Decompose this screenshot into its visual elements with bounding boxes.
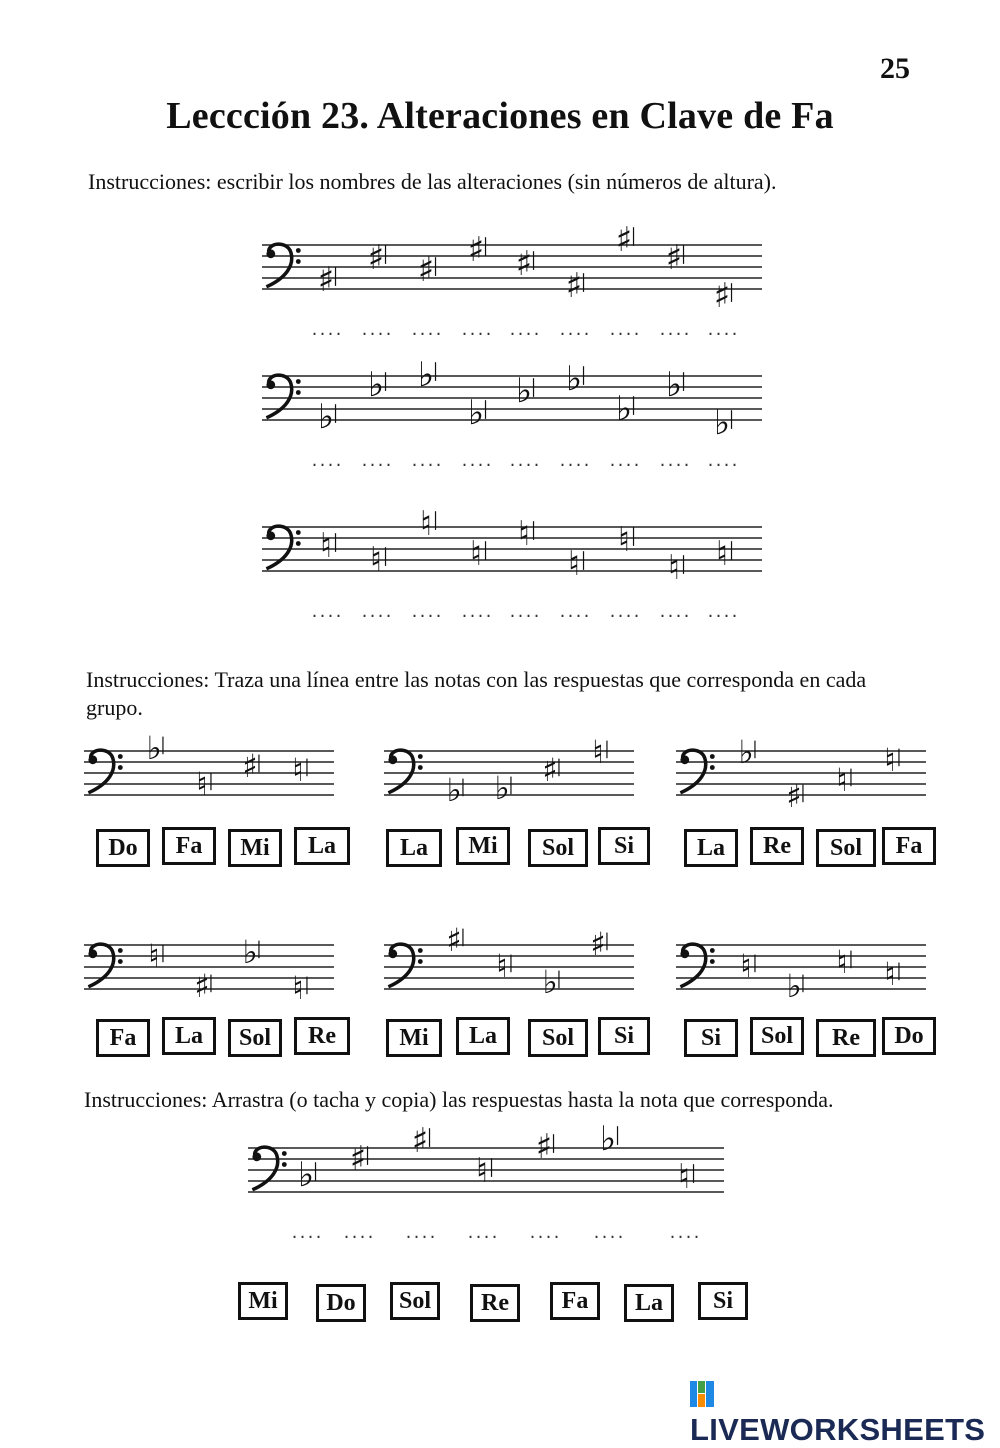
flat-icon: ♭ <box>665 365 683 405</box>
natural-icon: ♮ <box>292 751 304 789</box>
answer-blank[interactable]: .... <box>459 452 493 470</box>
bass-clef-icon <box>680 944 714 987</box>
sharp-icon: ♯ <box>317 260 335 300</box>
answer-blank[interactable]: .... <box>459 603 493 621</box>
sharp-icon: ♯ <box>786 777 802 815</box>
liveworksheets-logo-icon <box>690 1381 714 1407</box>
natural-icon: ♮ <box>292 969 304 1007</box>
answer-blank[interactable]: .... <box>667 1224 701 1242</box>
natural-icon: ♮ <box>319 526 333 566</box>
natural-icon: ♮ <box>740 947 752 985</box>
answer-blank[interactable]: .... <box>403 1224 437 1242</box>
sharp-icon: ♯ <box>467 230 485 270</box>
answer-blank[interactable]: .... <box>309 321 343 339</box>
page-number: 25 <box>880 52 910 85</box>
sharp-icon: ♯ <box>713 276 731 316</box>
natural-icon: ♮ <box>517 514 531 554</box>
natural-icon: ♮ <box>419 504 433 544</box>
flat-icon: ♭ <box>446 771 462 809</box>
answer-blank[interactable]: .... <box>341 1224 375 1242</box>
liveworksheets-watermark <box>690 1376 1000 1448</box>
bass-clef-icon <box>88 750 122 793</box>
bass-clef-icon <box>388 750 422 793</box>
answer-blank[interactable]: .... <box>459 321 493 339</box>
answer-blank[interactable]: .... <box>507 452 541 470</box>
answer-box-fa[interactable]: Fa <box>96 1019 150 1057</box>
answer-blank[interactable]: .... <box>359 321 393 339</box>
sharp-icon: ♯ <box>535 1127 553 1167</box>
natural-icon: ♮ <box>667 548 681 588</box>
drag-answer-sol[interactable]: Sol <box>390 1282 440 1320</box>
natural-icon: ♮ <box>369 540 383 580</box>
bass-clef-icon <box>680 750 714 793</box>
drag-answer-do[interactable]: Do <box>316 1284 366 1322</box>
sharp-icon: ♯ <box>242 747 258 785</box>
flat-icon: ♭ <box>242 933 258 971</box>
answer-box-do[interactable]: Do <box>882 1017 936 1055</box>
answer-blank[interactable]: .... <box>591 1224 625 1242</box>
answer-blank[interactable]: .... <box>705 452 739 470</box>
natural-icon: ♮ <box>836 943 848 981</box>
natural-icon: ♮ <box>148 937 160 975</box>
answer-box-sol[interactable]: Sol <box>528 829 588 867</box>
answer-blank[interactable]: .... <box>557 321 591 339</box>
bass-clef-icon <box>266 526 300 569</box>
answer-blank[interactable]: .... <box>289 1224 323 1242</box>
answer-blank[interactable]: .... <box>465 1224 499 1242</box>
sharp-icon: ♯ <box>565 266 583 306</box>
sharp-icon: ♯ <box>417 250 435 290</box>
natural-icon: ♮ <box>496 947 508 985</box>
answer-box-la[interactable]: La <box>456 1017 510 1055</box>
instruction-2: Instrucciones: Traza una línea entre las notas con las respuestas que corresponda en cada grupo. <box>86 667 867 720</box>
natural-icon: ♮ <box>836 761 848 799</box>
answer-box-fa[interactable]: Fa <box>882 827 936 865</box>
answer-box-la[interactable]: La <box>294 827 350 865</box>
natural-icon: ♮ <box>617 520 631 560</box>
answer-blank[interactable]: .... <box>705 321 739 339</box>
instruction-1: Instrucciones: escribir los nombres de las alteraciones (sin números de altura). <box>88 169 777 194</box>
flat-icon: ♭ <box>713 403 731 443</box>
flat-icon: ♭ <box>317 397 335 437</box>
flat-icon: ♭ <box>146 729 162 767</box>
flat-icon: ♭ <box>565 359 583 399</box>
sharp-icon: ♯ <box>349 1139 367 1179</box>
answer-box-mi[interactable]: Mi <box>386 1019 442 1057</box>
sharp-icon: ♯ <box>665 238 683 278</box>
flat-icon: ♭ <box>542 963 558 1001</box>
flat-icon: ♭ <box>599 1119 617 1159</box>
natural-icon: ♮ <box>469 534 483 574</box>
instruction-3: Instrucciones: Arrastra (o tacha y copia) las respuestas hasta la nota que corresponda. <box>84 1087 834 1112</box>
sharp-icon: ♯ <box>590 925 606 963</box>
answer-box-si[interactable]: Si <box>684 1019 738 1057</box>
answer-blank[interactable]: .... <box>657 452 691 470</box>
natural-icon: ♮ <box>715 534 729 574</box>
answer-blank[interactable]: .... <box>309 452 343 470</box>
answer-blank[interactable]: .... <box>527 1224 561 1242</box>
answer-blank[interactable]: .... <box>409 603 443 621</box>
answer-box-fa[interactable]: Fa <box>162 827 216 865</box>
answer-blank[interactable]: .... <box>607 603 641 621</box>
answer-blank[interactable]: .... <box>409 452 443 470</box>
drag-answer-re[interactable]: Re <box>470 1284 520 1322</box>
bass-clef-icon <box>252 1147 286 1190</box>
drag-answer-la[interactable]: La <box>624 1284 674 1322</box>
drag-answer-fa[interactable]: Fa <box>550 1282 600 1320</box>
answer-blank[interactable]: .... <box>507 321 541 339</box>
answer-box-la[interactable]: La <box>684 829 738 867</box>
page-title: Leccción 23. Alteraciones en Clave de Fa <box>166 95 834 137</box>
flat-icon: ♭ <box>738 733 754 771</box>
answer-box-la[interactable]: La <box>162 1017 216 1055</box>
answer-blank[interactable]: .... <box>309 603 343 621</box>
natural-icon: ♮ <box>592 733 604 771</box>
answer-blank[interactable]: .... <box>557 452 591 470</box>
answer-blank[interactable]: .... <box>359 603 393 621</box>
answer-blank[interactable]: .... <box>705 603 739 621</box>
flat-icon: ♭ <box>615 389 633 429</box>
sharp-icon: ♯ <box>542 751 558 789</box>
answer-box-la[interactable]: La <box>386 829 442 867</box>
natural-icon: ♮ <box>884 741 896 779</box>
sharp-icon: ♯ <box>515 244 533 284</box>
answer-blank[interactable]: .... <box>409 321 443 339</box>
answer-box-re[interactable]: Re <box>750 827 804 865</box>
watermark-text: LIVEWORKSHEETS <box>690 1412 986 1447</box>
drag-answer-mi[interactable]: Mi <box>238 1282 288 1320</box>
natural-icon: ♮ <box>475 1151 489 1191</box>
sharp-icon: ♯ <box>615 220 633 260</box>
flat-icon: ♭ <box>515 371 533 411</box>
natural-icon: ♮ <box>196 765 208 803</box>
natural-icon: ♮ <box>884 955 896 993</box>
bass-clef-icon <box>88 944 122 987</box>
flat-icon: ♭ <box>417 355 435 395</box>
answer-blank[interactable]: .... <box>607 452 641 470</box>
answer-blank[interactable]: .... <box>359 452 393 470</box>
answer-blank[interactable]: .... <box>657 603 691 621</box>
flat-icon: ♭ <box>494 769 510 807</box>
answer-box-si[interactable]: Si <box>598 1017 650 1055</box>
answer-blank[interactable]: .... <box>607 321 641 339</box>
drag-answer-si[interactable]: Si <box>698 1282 748 1320</box>
bass-clef-icon <box>266 375 300 418</box>
exercise-3-staff <box>248 1098 724 1262</box>
answer-box-si[interactable]: Si <box>598 827 650 865</box>
flat-icon: ♭ <box>786 967 802 1005</box>
answer-box-mi[interactable]: Mi <box>228 829 282 867</box>
answer-box-re[interactable]: Re <box>816 1019 876 1057</box>
answer-box-do[interactable]: Do <box>96 829 150 867</box>
sharp-icon: ♯ <box>194 967 210 1005</box>
answer-box-mi[interactable]: Mi <box>456 827 510 865</box>
answer-box-sol[interactable]: Sol <box>750 1017 804 1055</box>
answer-box-sol[interactable]: Sol <box>816 829 876 867</box>
answer-box-sol[interactable]: Sol <box>528 1019 588 1057</box>
flat-icon: ♭ <box>367 365 385 405</box>
answer-blank[interactable]: .... <box>657 321 691 339</box>
answer-box-re[interactable]: Re <box>294 1017 350 1055</box>
bass-clef-icon <box>388 944 422 987</box>
sharp-icon: ♯ <box>446 921 462 959</box>
answer-blank[interactable]: .... <box>557 603 591 621</box>
sharp-icon: ♯ <box>411 1121 429 1161</box>
flat-icon: ♭ <box>467 393 485 433</box>
answer-blank[interactable]: .... <box>507 603 541 621</box>
answer-box-sol[interactable]: Sol <box>228 1019 282 1057</box>
bass-clef-icon <box>266 244 300 287</box>
exercise-1-staff-2 <box>262 326 762 490</box>
sharp-icon: ♯ <box>367 238 385 278</box>
natural-icon: ♮ <box>677 1157 691 1197</box>
exercise-1-staff-3 <box>262 477 762 641</box>
flat-icon: ♭ <box>297 1155 315 1195</box>
natural-icon: ♮ <box>567 544 581 584</box>
